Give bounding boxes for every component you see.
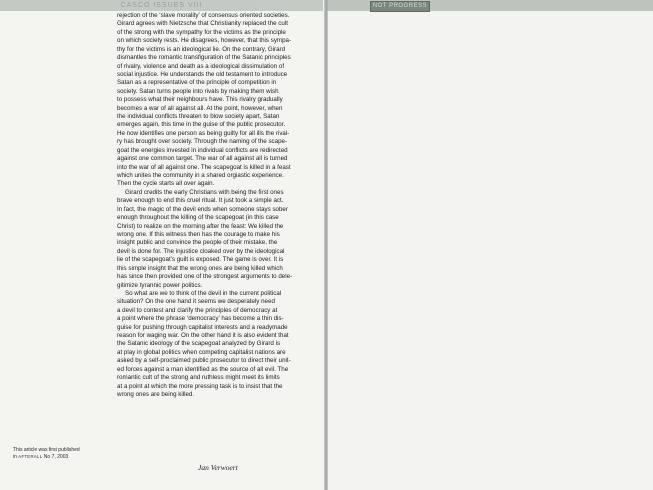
article-line: ry has brought over society. Through the naming of the scape-: [117, 138, 288, 146]
running-header-label: CASCO ISSUES VIII: [120, 2, 203, 9]
article-line: thy for the victims is an ideological lie. On the contrary, Girard: [117, 45, 286, 53]
article-line: the individual conflicts threaten to blow society apart, Satan: [117, 113, 280, 121]
article-line: Then the cycle starts all over again.: [117, 180, 215, 188]
article-body: [117, 12, 317, 399]
article-line: dismantles the romantic transfiguration of the Satanic principles: [117, 54, 291, 62]
article-line: asked by a self-proclaimed public prosecutor to direct their unit-: [117, 357, 291, 365]
article-line: ed forces against a man identified as the source of all evil. The: [117, 365, 289, 373]
article-line: devil is done for. The injustice cloaked over by the ideological: [117, 247, 285, 255]
section-tab: NOT PROGRESS: [370, 1, 430, 12]
article-line: of the strong with the sympathy for the victims as the principle: [117, 28, 286, 36]
publication-note-line-2: [13, 454, 108, 461]
article-line: a devil to contest and clarify the principles of democracy at: [117, 306, 278, 314]
publication-note-line-1: This article was first published: [13, 447, 80, 453]
article-line: at play in global politics when competing capitalist nations are: [117, 348, 286, 356]
article-line: goat the energies invested in individual conflicts are redirected: [117, 146, 288, 154]
article-line: So what are we to think of the devil in the current political: [125, 289, 282, 297]
article-line: wrong one. If this witness then has the courage to make his: [117, 230, 280, 238]
article-line: at a point at which the more pressing task is to insist that the: [117, 382, 283, 390]
article-line: insight public and convince the people of their mistake, the: [117, 239, 278, 247]
article-line: on which society rests. He disagrees, however, that this sympa-: [117, 37, 292, 45]
article-line: emerges again, this time in the guise of the public prosecutor.: [117, 121, 286, 129]
article-line: society. Satan turns people into rivals by making them wish: [117, 87, 279, 95]
article-line: romantic cult of the strong and ruthless might meet its limits: [117, 374, 280, 382]
article-line: lie of the scapegoat’s guilt is exposed. The game is over. It is: [117, 256, 284, 264]
article-line: gitimize tyrannic power politics.: [117, 281, 203, 289]
article-line: Girard agrees with Nietzsche that Christianity replaced the cult: [117, 20, 288, 28]
right-page: [327, 0, 653, 490]
journal-name: AFTERALL: [18, 453, 43, 459]
article-line: against one common target. The war of all against all is turned: [117, 155, 288, 163]
article-line: to possess what their neighbours have. This rivalry gradually: [117, 96, 283, 104]
article-line: Satan as a representative of the principle of competition in: [117, 79, 277, 87]
article-line: guise for pushing through capitalist interests and a readymade: [117, 323, 288, 331]
book-gutter: [324, 0, 328, 490]
article-line: social injustice. He understands the old testament to introduce: [117, 70, 288, 78]
publication-note-suffix: No 7, 2003: [42, 453, 69, 460]
article-line: enough throughout the killing of the scapegoat (in this case: [117, 214, 279, 222]
article-line: In fact, the magic of the devil ends when someone stays sober: [117, 205, 288, 213]
article-line: He now identifies one person as being guilty for all ills the rival-: [117, 129, 290, 137]
article-line: which unites the community in a shared orgiastic experience.: [117, 172, 284, 180]
article-line: rejection of the ‘slave morality’ of consensus oriented societies.: [117, 12, 290, 19]
article-line: Christ) to realize on the morning after the feast: We killed the: [117, 222, 284, 230]
article-line: a point where the phrase ‘democracy’ has become a thin dis-: [117, 315, 284, 323]
article-line: situation? On the one hand it seems we desperately need: [117, 298, 275, 306]
article-line: has since then provided one of the strongest arguments to dele-: [117, 273, 293, 281]
running-header-left: [0, 0, 323, 11]
article-line: of rivalry, violence and death as a ideological dissimulation of: [117, 62, 285, 70]
article-line: the Satanic ideology of the scapegoat analyzed by Girard is: [117, 340, 281, 348]
article-line: brave enough to end this cruel ritual. It just took a simple act.: [117, 197, 284, 205]
article-line: becomes a war of all against all. At the point, however, when: [117, 104, 283, 112]
article-line: reason for waging war. On the other hand it is also evident that: [117, 332, 289, 340]
article-line: wrong ones are being killed.: [117, 390, 195, 398]
article-line: Girard credits the early Christians with being the first ones: [125, 188, 284, 196]
publication-note-prefix: in: [13, 453, 19, 460]
article-line: this simple insight that the wrong ones are being killed which: [117, 264, 283, 272]
article-line: into the war of all against one. The scapegoat is killed in a feast: [117, 163, 291, 171]
publication-note: [13, 447, 108, 460]
author-signature: Jan Verwoert: [198, 463, 238, 472]
